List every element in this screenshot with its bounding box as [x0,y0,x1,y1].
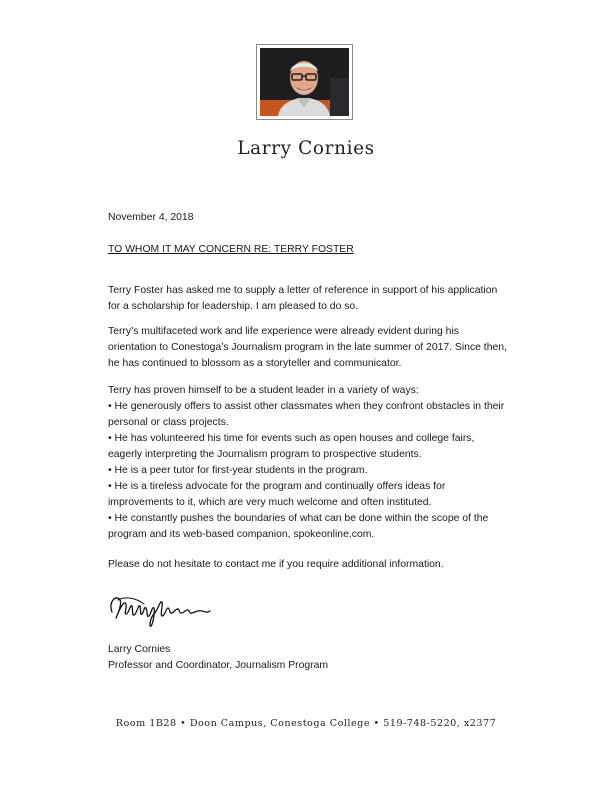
paragraph-3 [108,383,508,543]
signatory-name: Larry Cornies [108,644,171,655]
paragraph-1: Terry Foster has asked me to supply a letter of reference in support of his application for a scholarship for leadership. I am pleased to do so. [108,285,498,312]
signatory-title: Professor and Coordinator, Journalism Program [108,660,329,671]
letter-date: November 4, 2018 [108,212,194,223]
letter-subject: TO WHOM IT MAY CONCERN RE: TERRY FOSTER [108,244,354,255]
bullet-item: • He is a peer tutor for first-year students in the program. [108,465,368,476]
bullet-item: • He has volunteered his time for events such as open houses and college fairs, eagerly interpreting the Journalism program to prospective students. [108,433,475,460]
portrait-image [260,48,349,116]
letterhead-name: Larry Cornies [237,138,375,159]
paragraph-2: Terry’s multifaceted work and life experience were already evident during his orientation to Conestoga’s Journalism program in the late summer of 2017. Since then, he has continued to blossom as a storyteller and communicator. [108,326,507,369]
paragraph-4: Please do not hesitate to contact me if you require additional information. [108,559,444,570]
footer-address: Room 1B28 • Doon Campus, Conestoga College • 519-748-5220, x2377 [115,718,497,729]
bullet-item: • He generously offers to assist other classmates when they confront obstacles in their personal or class projects. [108,401,505,428]
handwritten-signature [106,590,214,628]
bullet-item: • He constantly pushes the boundaries of what can be done within the scope of the program and its web-based companion, spokeonline.com. [108,513,489,540]
portrait-photo-frame [256,44,353,120]
portrait-photo [260,48,349,116]
paragraph-3-intro: Terry has proven himself to be a student leader in a variety of ways: [108,385,419,396]
bullet-item: • He is a tireless advocate for the program and continually offers ideas for improvements to it, which are very much welcome and often instituted. [108,481,446,508]
